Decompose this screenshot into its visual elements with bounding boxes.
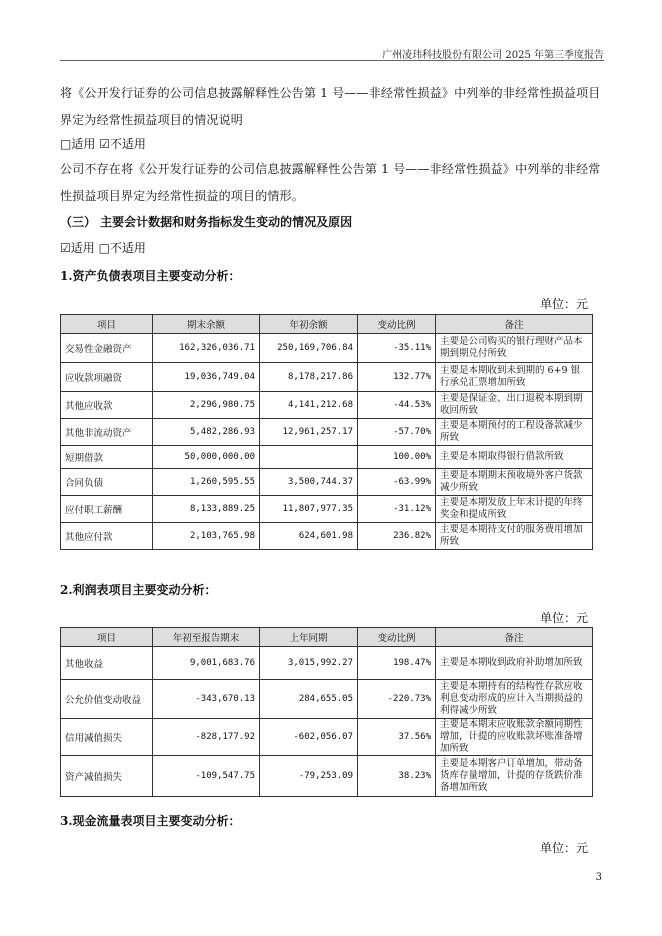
balance-title: 1.资产负债表项目主要变动分析： xyxy=(60,269,241,283)
table-row xyxy=(61,392,593,419)
item-cell: 短期借款 xyxy=(61,446,153,469)
ratio-cell: -57.70% xyxy=(358,419,436,446)
column-header: 年初余额 xyxy=(260,315,358,334)
cashflow-title: 3.现金流量表项目主要变动分析： xyxy=(60,814,241,828)
balance-table xyxy=(60,314,593,550)
item-cell: 其他非流动资产 xyxy=(61,419,153,446)
compare-cell: 12,961,257.17 xyxy=(260,419,358,446)
ratio-cell: -35.11% xyxy=(358,334,436,363)
section3-title: （三） 主要会计数据和财务指标发生变动的情况及原因 xyxy=(60,215,353,229)
ratio-cell: 38.23% xyxy=(358,756,436,797)
compare-cell: 4,141,212.68 xyxy=(260,392,358,419)
note-cell: 主要是本期收到未到期的 6+9 银行承兑汇票增加所致 xyxy=(436,363,593,392)
value-cell: -343,670.13 xyxy=(153,680,260,719)
ratio-cell: -63.99% xyxy=(358,469,436,496)
item-cell: 资产减值损失 xyxy=(61,756,153,797)
column-header: 项目 xyxy=(61,315,153,334)
income-title: 2.利润表项目主要变动分析： xyxy=(60,583,217,597)
note-cell: 主要是本期待支付的服务费用增加所致 xyxy=(436,523,593,550)
page-header: 广州凌玮科技股份有限公司 2025 年第三季度报告 xyxy=(382,50,604,61)
compare-cell: 3,015,992.27 xyxy=(260,647,358,680)
column-header: 变动比例 xyxy=(358,628,436,647)
table-row xyxy=(61,446,593,469)
balance-unit: 单位：元 xyxy=(539,297,588,311)
note-cell: 主要是本期预付的工程设备款减少所致 xyxy=(436,419,593,446)
compare-cell: -602,056.07 xyxy=(260,719,358,756)
intro-option: □适用 ☑不适用 xyxy=(60,137,146,151)
ratio-cell: -31.12% xyxy=(358,496,436,523)
note-cell: 主要是本期末应收账款余额同期性增加，计提的应收账款坏账准备增加所致 xyxy=(436,719,593,756)
compare-cell: 284,655.05 xyxy=(260,680,358,719)
note-cell: 主要是本期发放上年末计提的年终奖金和提成所致 xyxy=(436,496,593,523)
item-cell: 信用减值损失 xyxy=(61,719,153,756)
intro-statement: 公司不存在将《公开发行证券的公司信息披露解释性公告第 1 号——非经常性损益》中列举的非经常性损益项目界定为经常性损益的项目的情形。 xyxy=(60,162,601,203)
column-header: 备注 xyxy=(436,628,593,647)
compare-cell: 11,807,977.35 xyxy=(260,496,358,523)
note-cell: 主要是保证金、出口退税本期到期收回所致 xyxy=(436,392,593,419)
table-row xyxy=(61,496,593,523)
compare-cell: -79,253.09 xyxy=(260,756,358,797)
note-cell: 主要是本期收到政府补助增加所致 xyxy=(436,647,593,680)
intro-paragraph: 将《公开发行证券的公司信息披露解释性公告第 1 号——非经常性损益》中列举的非经常性损益项目界定为经常性损益项目的情况说明 xyxy=(60,86,601,127)
ratio-cell: -44.53% xyxy=(358,392,436,419)
value-cell: 9,001,683.76 xyxy=(153,647,260,680)
ratio-cell: 100.00% xyxy=(358,446,436,469)
value-cell: -828,177.92 xyxy=(153,719,260,756)
value-cell: 5,482,286.93 xyxy=(153,419,260,446)
ratio-cell: 236.82% xyxy=(358,523,436,550)
income-unit: 单位：元 xyxy=(539,611,588,625)
value-cell: 1,260,595.55 xyxy=(153,469,260,496)
item-cell: 其他应付款 xyxy=(61,523,153,550)
table-row xyxy=(61,523,593,550)
page-number: 3 xyxy=(595,872,602,883)
column-header: 项目 xyxy=(61,628,153,647)
compare-cell: 250,169,706.84 xyxy=(260,334,358,363)
note-cell: 主要是本期持有的结构性存款应收利息变动形成的应计入当期损益的利得减少所致 xyxy=(436,680,593,719)
item-cell: 应收款项融资 xyxy=(61,363,153,392)
table-row xyxy=(61,363,593,392)
ratio-cell: 198.47% xyxy=(358,647,436,680)
item-cell: 交易性金融资产 xyxy=(61,334,153,363)
compare-cell: 624,601.98 xyxy=(260,523,358,550)
compare-cell: 8,178,217.86 xyxy=(260,363,358,392)
income-header-row xyxy=(61,628,593,647)
section3-option: ☑适用 □不适用 xyxy=(60,241,146,255)
header-divider xyxy=(60,60,604,61)
value-cell: 162,326,036.71 xyxy=(153,334,260,363)
balance-header-row xyxy=(61,315,593,334)
column-header: 期末余额 xyxy=(153,315,260,334)
compare-cell xyxy=(260,446,358,469)
value-cell: -109,547.75 xyxy=(153,756,260,797)
note-cell: 主要是本期取得银行借款所致 xyxy=(436,446,593,469)
column-header: 变动比例 xyxy=(358,315,436,334)
table-row xyxy=(61,419,593,446)
value-cell: 2,103,765.98 xyxy=(153,523,260,550)
table-row xyxy=(61,756,593,797)
column-header: 备注 xyxy=(436,315,593,334)
note-cell: 主要是本期期末预收境外客户货款减少所致 xyxy=(436,469,593,496)
value-cell: 50,000,000.00 xyxy=(153,446,260,469)
value-cell: 2,296,980.75 xyxy=(153,392,260,419)
item-cell: 其他应收款 xyxy=(61,392,153,419)
value-cell: 8,133,889.25 xyxy=(153,496,260,523)
table-row xyxy=(61,680,593,719)
cashflow-unit: 单位：元 xyxy=(539,841,588,855)
ratio-cell: 37.56% xyxy=(358,719,436,756)
item-cell: 应付职工薪酬 xyxy=(61,496,153,523)
table-row xyxy=(61,647,593,680)
compare-cell: 3,500,744.37 xyxy=(260,469,358,496)
item-cell: 合同负债 xyxy=(61,469,153,496)
item-cell: 其他收益 xyxy=(61,647,153,680)
note-cell: 主要是公司购买的银行理财产品本期到期兑付所致 xyxy=(436,334,593,363)
table-row xyxy=(61,334,593,363)
income-table xyxy=(60,627,593,797)
column-header: 年初至报告期末 xyxy=(153,628,260,647)
table-row xyxy=(61,469,593,496)
value-cell: 19,036,749.04 xyxy=(153,363,260,392)
ratio-cell: -220.73% xyxy=(358,680,436,719)
column-header: 上年同期 xyxy=(260,628,358,647)
ratio-cell: 132.77% xyxy=(358,363,436,392)
table-row xyxy=(61,719,593,756)
item-cell: 公允价值变动收益 xyxy=(61,680,153,719)
note-cell: 主要是本期客户订单增加，带动备货库存量增加，计提的存货跌价准备增加所致 xyxy=(436,756,593,797)
